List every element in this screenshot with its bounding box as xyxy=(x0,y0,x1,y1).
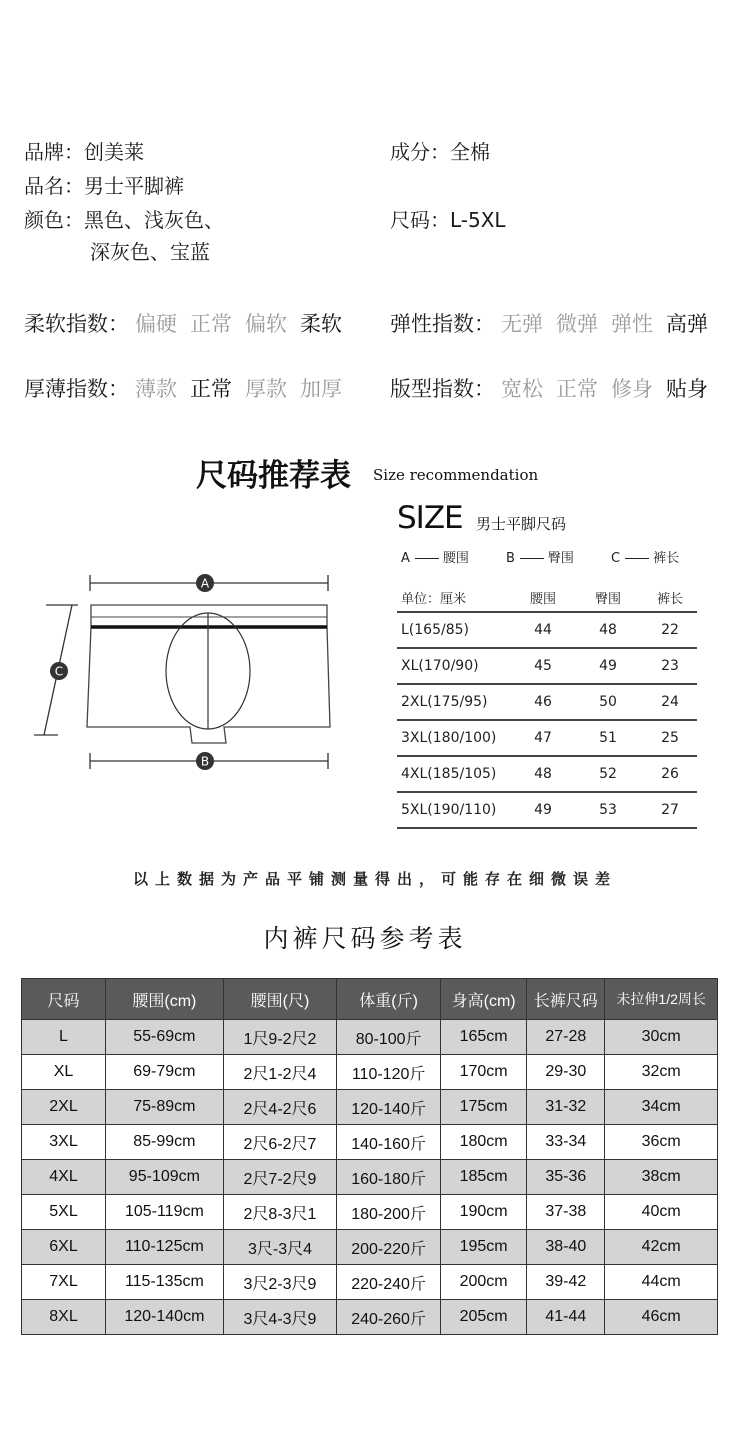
legend-a-letter: A xyxy=(401,551,410,566)
size-table-cell: 53 xyxy=(573,792,643,828)
reference-cell: 2尺4-2尺6 xyxy=(223,1090,337,1125)
size-table-cell: 47 xyxy=(513,720,573,756)
reference-cell: 36cm xyxy=(605,1125,718,1160)
reference-cell: 40cm xyxy=(605,1195,718,1230)
reference-cell: 55-69cm xyxy=(106,1020,224,1055)
reference-cell: 120-140斤 xyxy=(337,1090,441,1125)
composition-text: 成分：全棉 xyxy=(390,140,490,164)
index-option: 偏硬 xyxy=(135,312,177,336)
reference-cell: 2尺1-2尺4 xyxy=(223,1055,337,1090)
reference-cell: 29-30 xyxy=(527,1055,605,1090)
size-table-cell: 23 xyxy=(643,648,697,684)
index-option: 偏软 xyxy=(245,312,287,336)
size-table-cell: L(165/85) xyxy=(397,612,513,648)
size-table-cell: XL(170/90) xyxy=(397,648,513,684)
reference-cell: 7XL xyxy=(22,1265,106,1300)
reference-table-row xyxy=(22,1090,718,1125)
reference-cell: 185cm xyxy=(440,1160,526,1195)
index-option-selected: 高弹 xyxy=(666,312,708,336)
reference-cell: 46cm xyxy=(605,1300,718,1335)
reference-cell: 85-99cm xyxy=(106,1125,224,1160)
reference-cell: 1尺9-2尺2 xyxy=(223,1020,337,1055)
reference-cell: 3尺4-3尺9 xyxy=(223,1300,337,1335)
reference-cell: 180cm xyxy=(440,1125,526,1160)
reference-cell: 180-200斤 xyxy=(337,1195,441,1230)
legend-c-text: 裤长 xyxy=(653,551,680,566)
reference-cell: 110-120斤 xyxy=(337,1055,441,1090)
reference-cell: 44cm xyxy=(605,1265,718,1300)
size-table-cell: 单位：厘米 xyxy=(397,583,513,612)
reference-cell: 31-32 xyxy=(527,1090,605,1125)
reference-cell: 41-44 xyxy=(527,1300,605,1335)
index-option: 薄款 xyxy=(135,377,177,401)
color-text-line2: 深灰色、宝蓝 xyxy=(90,240,210,264)
reference-table-row xyxy=(22,1195,718,1230)
reference-cell: 3尺-3尺4 xyxy=(223,1230,337,1265)
reference-header-cell: 体重(斤) xyxy=(337,979,441,1020)
reference-cell: 75-89cm xyxy=(106,1090,224,1125)
size-table-cell: 27 xyxy=(643,792,697,828)
reference-header-cell: 尺码 xyxy=(22,979,106,1020)
reference-cell: 205cm xyxy=(440,1300,526,1335)
size-table-cell: 45 xyxy=(513,648,573,684)
size-caption: 男士平脚尺码 xyxy=(476,515,567,533)
index-option: 弹性 xyxy=(611,312,653,336)
index-option: 微弹 xyxy=(556,312,598,336)
size-table-cell: 裤长 xyxy=(643,583,697,612)
reference-header-cell: 身高(cm) xyxy=(440,979,526,1020)
reference-table-row xyxy=(22,1300,718,1335)
reference-cell: 3尺2-3尺9 xyxy=(223,1265,337,1300)
reference-cell: 34cm xyxy=(605,1090,718,1125)
reference-cell: 6XL xyxy=(22,1230,106,1265)
size-table-cell: 24 xyxy=(643,684,697,720)
legend-b-letter: B xyxy=(506,551,515,566)
reference-cell: 95-109cm xyxy=(106,1160,224,1195)
size-table-cell: 腰围 xyxy=(513,583,573,612)
reference-cell: 140-160斤 xyxy=(337,1125,441,1160)
size-table-row xyxy=(397,684,697,720)
size-table-row xyxy=(397,612,697,648)
legend-a xyxy=(401,547,469,566)
legend-c xyxy=(611,547,679,566)
reference-cell: 110-125cm xyxy=(106,1230,224,1265)
index-option-selected: 柔软 xyxy=(300,312,342,336)
size-table-cell: 49 xyxy=(573,648,643,684)
reference-cell: 2XL xyxy=(22,1090,106,1125)
reference-cell: 190cm xyxy=(440,1195,526,1230)
reference-cell: L xyxy=(22,1020,106,1055)
size-table-cell: 48 xyxy=(573,612,643,648)
reference-table-row xyxy=(22,1230,718,1265)
size-table-cell: 50 xyxy=(573,684,643,720)
reference-table-row xyxy=(22,1265,718,1300)
size-table-cell: 49 xyxy=(513,792,573,828)
label-a-text: A xyxy=(200,576,210,591)
reference-cell: 38-40 xyxy=(527,1230,605,1265)
size-table-header xyxy=(397,583,697,612)
reference-cell: 37-38 xyxy=(527,1195,605,1230)
index-option: 修身 xyxy=(611,377,653,401)
reference-header-cell: 腰围(cm) xyxy=(106,979,224,1020)
size-table-cell: 46 xyxy=(513,684,573,720)
reference-cell: 160-180斤 xyxy=(337,1160,441,1195)
size-table-row xyxy=(397,720,697,756)
reference-cell: 200-220斤 xyxy=(337,1230,441,1265)
reference-cell: 115-135cm xyxy=(106,1265,224,1300)
index-option-selected: 贴身 xyxy=(666,377,708,401)
reference-cell: 42cm xyxy=(605,1230,718,1265)
index-option-selected: 正常 xyxy=(190,377,232,401)
size-table-cell: 48 xyxy=(513,756,573,792)
reference-cell: 32cm xyxy=(605,1055,718,1090)
size-table-cell: 5XL(190/110) xyxy=(397,792,513,828)
reference-cell: 2尺8-3尺1 xyxy=(223,1195,337,1230)
reference-cell: 165cm xyxy=(440,1020,526,1055)
label-c-text: C xyxy=(54,664,64,679)
size-recommendation-title: 尺码推荐表 xyxy=(196,458,351,494)
size-table-cell: 2XL(175/95) xyxy=(397,684,513,720)
reference-cell: 5XL xyxy=(22,1195,106,1230)
thickness-index xyxy=(24,375,355,403)
reference-cell: 3XL xyxy=(22,1125,106,1160)
reference-cell: 4XL xyxy=(22,1160,106,1195)
reference-cell: 175cm xyxy=(440,1090,526,1125)
measurement-note: 以上数据为产品平铺测量得出，可能存在细微误差 xyxy=(132,870,617,888)
reference-cell: 80-100斤 xyxy=(337,1020,441,1055)
legend-b-text: 臀围 xyxy=(547,551,574,566)
softness-index xyxy=(24,310,355,338)
brand-text: 品牌：创美莱 xyxy=(24,140,144,164)
reference-table-header xyxy=(22,979,718,1020)
index-label: 厚薄指数： xyxy=(24,377,129,401)
size-table-cell: 22 xyxy=(643,612,697,648)
reference-cell: 120-140cm xyxy=(106,1300,224,1335)
reference-cell: 2尺7-2尺9 xyxy=(223,1160,337,1195)
index-option: 正常 xyxy=(556,377,598,401)
size-table-cell: 25 xyxy=(643,720,697,756)
reference-table xyxy=(21,978,718,1335)
reference-table-row xyxy=(22,1055,718,1090)
reference-cell: 27-28 xyxy=(527,1020,605,1055)
index-label: 版型指数： xyxy=(390,377,495,401)
legend-c-letter: C xyxy=(611,551,621,566)
index-option: 无弹 xyxy=(501,312,543,336)
size-table-cell: 44 xyxy=(513,612,573,648)
reference-table-row xyxy=(22,1020,718,1055)
size-table-row xyxy=(397,648,697,684)
legend-b xyxy=(506,547,574,566)
reference-cell: 35-36 xyxy=(527,1160,605,1195)
size-table-cell: 52 xyxy=(573,756,643,792)
reference-cell: 33-34 xyxy=(527,1125,605,1160)
index-option: 厚款 xyxy=(245,377,287,401)
reference-table-title: 内裤尺码参考表 xyxy=(263,924,467,953)
index-option: 加厚 xyxy=(300,377,342,401)
reference-cell: 195cm xyxy=(440,1230,526,1265)
size-table-cell: 3XL(180/100) xyxy=(397,720,513,756)
size-table-cell: 26 xyxy=(643,756,697,792)
size-table-cell: 臀围 xyxy=(573,583,643,612)
label-b-text: B xyxy=(200,754,210,769)
reference-cell: 39-42 xyxy=(527,1265,605,1300)
size-range-text: 尺码：L-5XL xyxy=(390,208,506,232)
shorts-diagram xyxy=(30,565,350,780)
product-name-text: 品名：男士平脚裤 xyxy=(24,174,184,198)
index-label: 弹性指数： xyxy=(390,312,495,336)
fit-index xyxy=(390,375,721,403)
elasticity-index xyxy=(390,310,721,338)
reference-cell: 170cm xyxy=(440,1055,526,1090)
reference-header-cell: 长裤尺码 xyxy=(527,979,605,1020)
reference-header-cell: 腰围(尺) xyxy=(223,979,337,1020)
size-table xyxy=(397,583,697,829)
reference-cell: 38cm xyxy=(605,1160,718,1195)
reference-cell: 2尺6-2尺7 xyxy=(223,1125,337,1160)
reference-header-cell: 未拉伸1/2周长 xyxy=(605,979,718,1020)
reference-cell: XL xyxy=(22,1055,106,1090)
reference-cell: 240-260斤 xyxy=(337,1300,441,1335)
index-option: 宽松 xyxy=(501,377,543,401)
size-heading: SIZE xyxy=(397,500,463,536)
size-table-row xyxy=(397,792,697,828)
color-text-line1: 颜色：黑色、浅灰色、 xyxy=(24,208,224,232)
legend-a-text: 腰围 xyxy=(442,551,469,566)
reference-table-row xyxy=(22,1125,718,1160)
reference-cell: 220-240斤 xyxy=(337,1265,441,1300)
size-table-cell: 51 xyxy=(573,720,643,756)
size-recommendation-subtitle: Size recommendation xyxy=(373,466,539,484)
size-table-row xyxy=(397,756,697,792)
index-label: 柔软指数： xyxy=(24,312,129,336)
reference-cell: 105-119cm xyxy=(106,1195,224,1230)
reference-table-row xyxy=(22,1160,718,1195)
index-option: 正常 xyxy=(190,312,232,336)
size-table-cell: 4XL(185/105) xyxy=(397,756,513,792)
reference-cell: 200cm xyxy=(440,1265,526,1300)
reference-cell: 8XL xyxy=(22,1300,106,1335)
reference-cell: 30cm xyxy=(605,1020,718,1055)
reference-cell: 69-79cm xyxy=(106,1055,224,1090)
